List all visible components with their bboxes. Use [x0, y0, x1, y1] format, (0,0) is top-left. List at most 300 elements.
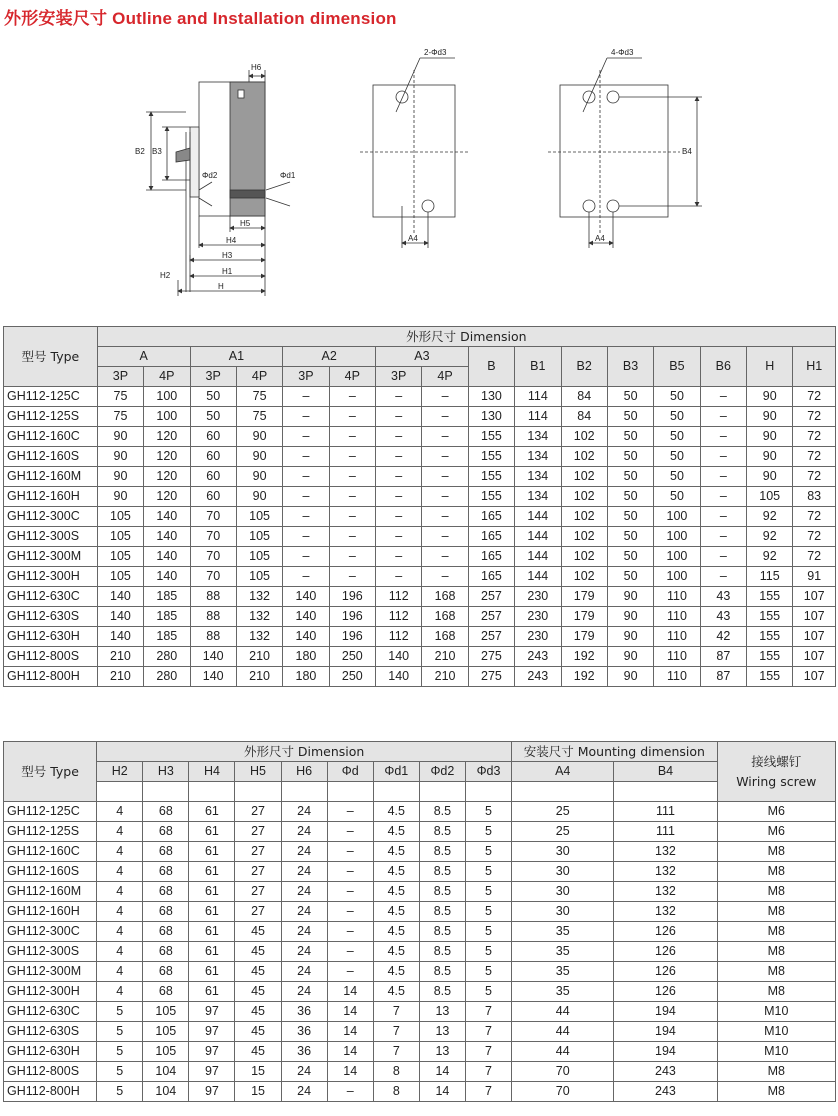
value-cell: M8	[717, 1062, 835, 1082]
value-cell: 50	[190, 407, 236, 427]
value-cell: –	[329, 467, 375, 487]
value-cell: 5	[97, 1042, 143, 1062]
column-header: A3	[376, 347, 469, 367]
value-cell: –	[329, 387, 375, 407]
value-cell: 243	[515, 647, 561, 667]
value-cell: M6	[717, 822, 835, 842]
value-cell: 72	[793, 447, 836, 467]
table-row	[4, 802, 836, 822]
label-b2: B2	[135, 147, 145, 156]
label-h2: H2	[160, 271, 171, 280]
value-cell: 87	[700, 647, 746, 667]
value-cell: 68	[143, 822, 189, 842]
value-cell: 45	[235, 982, 281, 1002]
value-cell: 105	[143, 1042, 189, 1062]
value-cell: –	[283, 487, 329, 507]
value-cell: 90	[607, 627, 653, 647]
table-row	[4, 922, 836, 942]
value-cell: 5	[465, 982, 511, 1002]
value-cell: M8	[717, 1082, 835, 1102]
value-cell: –	[422, 467, 468, 487]
value-cell: –	[422, 447, 468, 467]
value-cell: 30	[512, 902, 614, 922]
value-cell: 14	[419, 1082, 465, 1102]
value-cell: 196	[329, 587, 375, 607]
blank-header-cell	[281, 782, 327, 802]
front-view-2-holes	[360, 58, 470, 248]
value-cell: 5	[97, 1062, 143, 1082]
value-cell: –	[327, 942, 373, 962]
model-cell: GH112-125S	[4, 822, 97, 842]
value-cell: 185	[144, 607, 190, 627]
value-cell: M8	[717, 982, 835, 1002]
value-cell: 50	[607, 447, 653, 467]
value-cell: 70	[512, 1082, 614, 1102]
value-cell: –	[327, 802, 373, 822]
value-cell: 180	[283, 667, 329, 687]
value-cell: 50	[607, 567, 653, 587]
value-cell: 90	[236, 467, 282, 487]
value-cell: 8.5	[419, 882, 465, 902]
value-cell: 75	[236, 407, 282, 427]
value-cell: 257	[468, 607, 514, 627]
dimension-group-header: 外形尺寸 Dimension	[97, 327, 835, 347]
column-header: A	[97, 347, 190, 367]
value-cell: –	[329, 567, 375, 587]
table-row	[4, 527, 836, 547]
table-row	[4, 862, 836, 882]
value-cell: –	[283, 467, 329, 487]
value-cell: –	[376, 487, 422, 507]
model-cell: GH112-160C	[4, 842, 97, 862]
value-cell: 92	[747, 507, 793, 527]
value-cell: 61	[189, 922, 235, 942]
value-cell: 72	[793, 527, 836, 547]
value-cell: –	[376, 527, 422, 547]
value-cell: 107	[793, 587, 836, 607]
value-cell: 84	[561, 387, 607, 407]
value-cell: 68	[143, 802, 189, 822]
value-cell: 107	[793, 627, 836, 647]
value-cell: 4	[97, 962, 143, 982]
label-h4: H4	[226, 236, 237, 245]
value-cell: 14	[327, 1042, 373, 1062]
value-cell: –	[700, 407, 746, 427]
column-header: B1	[515, 347, 561, 387]
value-cell: 4.5	[373, 882, 419, 902]
value-cell: 24	[281, 962, 327, 982]
value-cell: 4	[97, 922, 143, 942]
value-cell: 100	[654, 567, 700, 587]
mounting-table	[3, 741, 836, 1102]
value-cell: 36	[281, 1022, 327, 1042]
table-row	[4, 822, 836, 842]
label-2-holes: 2-Φd3	[424, 48, 447, 57]
value-cell: –	[376, 507, 422, 527]
value-cell: –	[376, 567, 422, 587]
value-cell: 92	[747, 527, 793, 547]
value-cell: 25	[512, 822, 614, 842]
value-cell: 4	[97, 882, 143, 902]
column-header: H4	[189, 762, 235, 782]
value-cell: 110	[654, 607, 700, 627]
value-cell: 185	[144, 627, 190, 647]
value-cell: 185	[144, 587, 190, 607]
value-cell: 112	[376, 607, 422, 627]
value-cell: 14	[327, 982, 373, 1002]
value-cell: 61	[189, 842, 235, 862]
model-cell: GH112-630S	[4, 1022, 97, 1042]
value-cell: 257	[468, 627, 514, 647]
value-cell: 27	[235, 882, 281, 902]
value-cell: 120	[144, 467, 190, 487]
value-cell: 50	[654, 467, 700, 487]
value-cell: 110	[654, 667, 700, 687]
value-cell: 179	[561, 587, 607, 607]
value-cell: 4	[97, 822, 143, 842]
value-cell: 165	[468, 507, 514, 527]
value-cell: 90	[236, 447, 282, 467]
value-cell: 140	[190, 647, 236, 667]
value-cell: 144	[515, 547, 561, 567]
model-cell: GH112-300M	[4, 962, 97, 982]
table-row	[4, 547, 836, 567]
value-cell: 179	[561, 607, 607, 627]
value-cell: 44	[512, 1002, 614, 1022]
value-cell: 112	[376, 627, 422, 647]
column-header: B3	[607, 347, 653, 387]
value-cell: 8.5	[419, 962, 465, 982]
value-cell: 24	[281, 822, 327, 842]
value-cell: 112	[376, 587, 422, 607]
value-cell: 60	[190, 447, 236, 467]
value-cell: –	[327, 882, 373, 902]
value-cell: 192	[561, 647, 607, 667]
value-cell: 4.5	[373, 902, 419, 922]
value-cell: 70	[190, 547, 236, 567]
value-cell: 50	[654, 447, 700, 467]
value-cell: 97	[189, 1042, 235, 1062]
value-cell: 8.5	[419, 842, 465, 862]
value-cell: –	[329, 447, 375, 467]
blank-header-cell	[189, 782, 235, 802]
value-cell: 97	[189, 1002, 235, 1022]
value-cell: 105	[97, 547, 143, 567]
value-cell: 88	[190, 587, 236, 607]
model-cell: GH112-125S	[4, 407, 98, 427]
value-cell: 275	[468, 667, 514, 687]
value-cell: 42	[700, 627, 746, 647]
value-cell: –	[422, 427, 468, 447]
value-cell: 105	[143, 1002, 189, 1022]
model-cell: GH112-160H	[4, 487, 98, 507]
value-cell: 165	[468, 527, 514, 547]
outline-drawings	[0, 30, 838, 320]
value-cell: 105	[236, 547, 282, 567]
value-cell: 61	[189, 882, 235, 902]
value-cell: 130	[468, 407, 514, 427]
value-cell: 5	[465, 922, 511, 942]
value-cell: 90	[97, 487, 143, 507]
value-cell: –	[700, 387, 746, 407]
value-cell: 140	[144, 567, 190, 587]
value-cell: –	[329, 407, 375, 427]
model-cell: GH112-160S	[4, 862, 97, 882]
table-row	[4, 1042, 836, 1062]
value-cell: –	[700, 447, 746, 467]
value-cell: M8	[717, 902, 835, 922]
value-cell: 44	[512, 1022, 614, 1042]
model-cell: GH112-160M	[4, 882, 97, 902]
value-cell: –	[283, 427, 329, 447]
value-cell: –	[327, 962, 373, 982]
value-cell: 192	[561, 667, 607, 687]
value-cell: 132	[614, 862, 717, 882]
value-cell: 45	[235, 1002, 281, 1022]
value-cell: 14	[327, 1022, 373, 1042]
value-cell: –	[700, 487, 746, 507]
dimension-table	[3, 326, 836, 687]
value-cell: 8.5	[419, 902, 465, 922]
value-cell: –	[283, 447, 329, 467]
value-cell: 107	[793, 647, 836, 667]
column-header: B5	[654, 347, 700, 387]
blank-header-cell	[327, 782, 373, 802]
value-cell: 105	[97, 507, 143, 527]
value-cell: 14	[327, 1002, 373, 1022]
value-cell: 70	[190, 527, 236, 547]
value-cell: 132	[614, 882, 717, 902]
value-cell: 4.5	[373, 942, 419, 962]
value-cell: 24	[281, 862, 327, 882]
blank-header-cell	[512, 782, 614, 802]
label-h5: H5	[240, 219, 251, 228]
value-cell: –	[700, 567, 746, 587]
value-cell: –	[327, 1082, 373, 1102]
value-cell: 61	[189, 982, 235, 1002]
value-cell: 8.5	[419, 922, 465, 942]
column-header: H2	[97, 762, 143, 782]
value-cell: –	[700, 527, 746, 547]
value-cell: 72	[793, 467, 836, 487]
value-cell: –	[376, 427, 422, 447]
blank-header-cell	[97, 782, 143, 802]
table-row	[4, 627, 836, 647]
value-cell: 105	[236, 527, 282, 547]
value-cell: 50	[607, 427, 653, 447]
value-cell: 5	[465, 842, 511, 862]
value-cell: 194	[614, 1002, 717, 1022]
value-cell: 7	[465, 1062, 511, 1082]
blank-header-cell	[235, 782, 281, 802]
value-cell: 72	[793, 427, 836, 447]
value-cell: –	[422, 527, 468, 547]
model-cell: GH112-630C	[4, 587, 98, 607]
value-cell: 68	[143, 922, 189, 942]
value-cell: 7	[373, 1022, 419, 1042]
value-cell: –	[700, 427, 746, 447]
value-cell: 100	[654, 527, 700, 547]
value-cell: 75	[97, 387, 143, 407]
model-cell: GH112-300C	[4, 922, 97, 942]
value-cell: 230	[515, 607, 561, 627]
value-cell: 250	[329, 667, 375, 687]
value-cell: 8	[373, 1062, 419, 1082]
value-cell: 257	[468, 587, 514, 607]
value-cell: 4.5	[373, 822, 419, 842]
value-cell: 126	[614, 962, 717, 982]
value-cell: 5	[465, 902, 511, 922]
value-cell: 8.5	[419, 982, 465, 1002]
value-cell: 144	[515, 567, 561, 587]
value-cell: 155	[468, 427, 514, 447]
value-cell: 230	[515, 587, 561, 607]
value-cell: 30	[512, 882, 614, 902]
value-cell: M10	[717, 1022, 835, 1042]
label-h3: H3	[222, 251, 233, 260]
value-cell: 196	[329, 607, 375, 627]
dimension-group-header-2: 外形尺寸 Dimension	[97, 742, 512, 762]
value-cell: 5	[465, 802, 511, 822]
value-cell: –	[327, 842, 373, 862]
value-cell: 155	[468, 447, 514, 467]
value-cell: 120	[144, 427, 190, 447]
pole-subheader: 4P	[144, 367, 190, 387]
value-cell: –	[422, 487, 468, 507]
value-cell: 179	[561, 627, 607, 647]
model-cell: GH112-630C	[4, 1002, 97, 1022]
pole-subheader: 3P	[97, 367, 143, 387]
blank-header-cell	[614, 782, 717, 802]
value-cell: 105	[143, 1022, 189, 1042]
column-header: Φd3	[465, 762, 511, 782]
value-cell: M10	[717, 1002, 835, 1022]
value-cell: 102	[561, 527, 607, 547]
value-cell: 24	[281, 1062, 327, 1082]
value-cell: 280	[144, 647, 190, 667]
value-cell: –	[327, 862, 373, 882]
value-cell: 50	[654, 407, 700, 427]
value-cell: 88	[190, 607, 236, 627]
value-cell: 102	[561, 507, 607, 527]
label-h: H	[218, 282, 224, 291]
value-cell: –	[283, 407, 329, 427]
value-cell: 126	[614, 942, 717, 962]
value-cell: 5	[465, 862, 511, 882]
value-cell: 50	[654, 487, 700, 507]
value-cell: 61	[189, 962, 235, 982]
value-cell: 75	[236, 387, 282, 407]
value-cell: 75	[97, 407, 143, 427]
value-cell: 5	[97, 1022, 143, 1042]
value-cell: 61	[189, 802, 235, 822]
column-header: H5	[235, 762, 281, 782]
value-cell: 68	[143, 902, 189, 922]
blank-header-cell	[373, 782, 419, 802]
model-cell: GH112-300S	[4, 942, 97, 962]
value-cell: 27	[235, 842, 281, 862]
value-cell: 140	[144, 507, 190, 527]
value-cell: M8	[717, 862, 835, 882]
model-cell: GH112-800H	[4, 1082, 97, 1102]
table-row	[4, 667, 836, 687]
value-cell: 243	[515, 667, 561, 687]
value-cell: 7	[373, 1042, 419, 1062]
value-cell: 250	[329, 647, 375, 667]
value-cell: 61	[189, 822, 235, 842]
table-row	[4, 882, 836, 902]
value-cell: –	[283, 507, 329, 527]
value-cell: –	[329, 487, 375, 507]
label-b4: B4	[682, 147, 692, 156]
value-cell: 102	[561, 467, 607, 487]
value-cell: 50	[607, 487, 653, 507]
value-cell: 88	[190, 627, 236, 647]
value-cell: 90	[747, 407, 793, 427]
value-cell: 24	[281, 982, 327, 1002]
wiring-screw-header	[717, 742, 835, 802]
value-cell: 25	[512, 802, 614, 822]
column-header: B6	[700, 347, 746, 387]
value-cell: 50	[190, 387, 236, 407]
value-cell: 155	[468, 487, 514, 507]
value-cell: 114	[515, 407, 561, 427]
value-cell: 8	[373, 1082, 419, 1102]
value-cell: 36	[281, 1042, 327, 1062]
label-h1: H1	[222, 267, 233, 276]
value-cell: 72	[793, 387, 836, 407]
value-cell: –	[422, 407, 468, 427]
value-cell: 134	[515, 427, 561, 447]
value-cell: 60	[190, 487, 236, 507]
value-cell: 140	[376, 647, 422, 667]
value-cell: –	[376, 387, 422, 407]
value-cell: 90	[97, 427, 143, 447]
value-cell: 97	[189, 1082, 235, 1102]
value-cell: 105	[97, 567, 143, 587]
value-cell: 243	[614, 1062, 717, 1082]
value-cell: M8	[717, 962, 835, 982]
value-cell: –	[283, 547, 329, 567]
value-cell: 27	[235, 902, 281, 922]
value-cell: 43	[700, 607, 746, 627]
pole-subheader: 4P	[422, 367, 468, 387]
value-cell: 84	[561, 407, 607, 427]
value-cell: 8.5	[419, 862, 465, 882]
value-cell: 107	[793, 607, 836, 627]
value-cell: 110	[654, 647, 700, 667]
model-cell: GH112-630S	[4, 607, 98, 627]
title-en: Outline and Installation dimension	[112, 9, 397, 28]
value-cell: 50	[607, 467, 653, 487]
value-cell: 4.5	[373, 842, 419, 862]
value-cell: 24	[281, 842, 327, 862]
model-cell: GH112-800S	[4, 1062, 97, 1082]
value-cell: 144	[515, 527, 561, 547]
model-cell: GH112-800S	[4, 647, 98, 667]
model-cell: GH112-160H	[4, 902, 97, 922]
value-cell: 132	[236, 607, 282, 627]
value-cell: 140	[97, 587, 143, 607]
blank-header-cell	[419, 782, 465, 802]
model-cell: GH112-300H	[4, 567, 98, 587]
value-cell: 132	[614, 902, 717, 922]
value-cell: 102	[561, 427, 607, 447]
value-cell: 14	[327, 1062, 373, 1082]
value-cell: 35	[512, 942, 614, 962]
value-cell: 140	[144, 527, 190, 547]
value-cell: 230	[515, 627, 561, 647]
